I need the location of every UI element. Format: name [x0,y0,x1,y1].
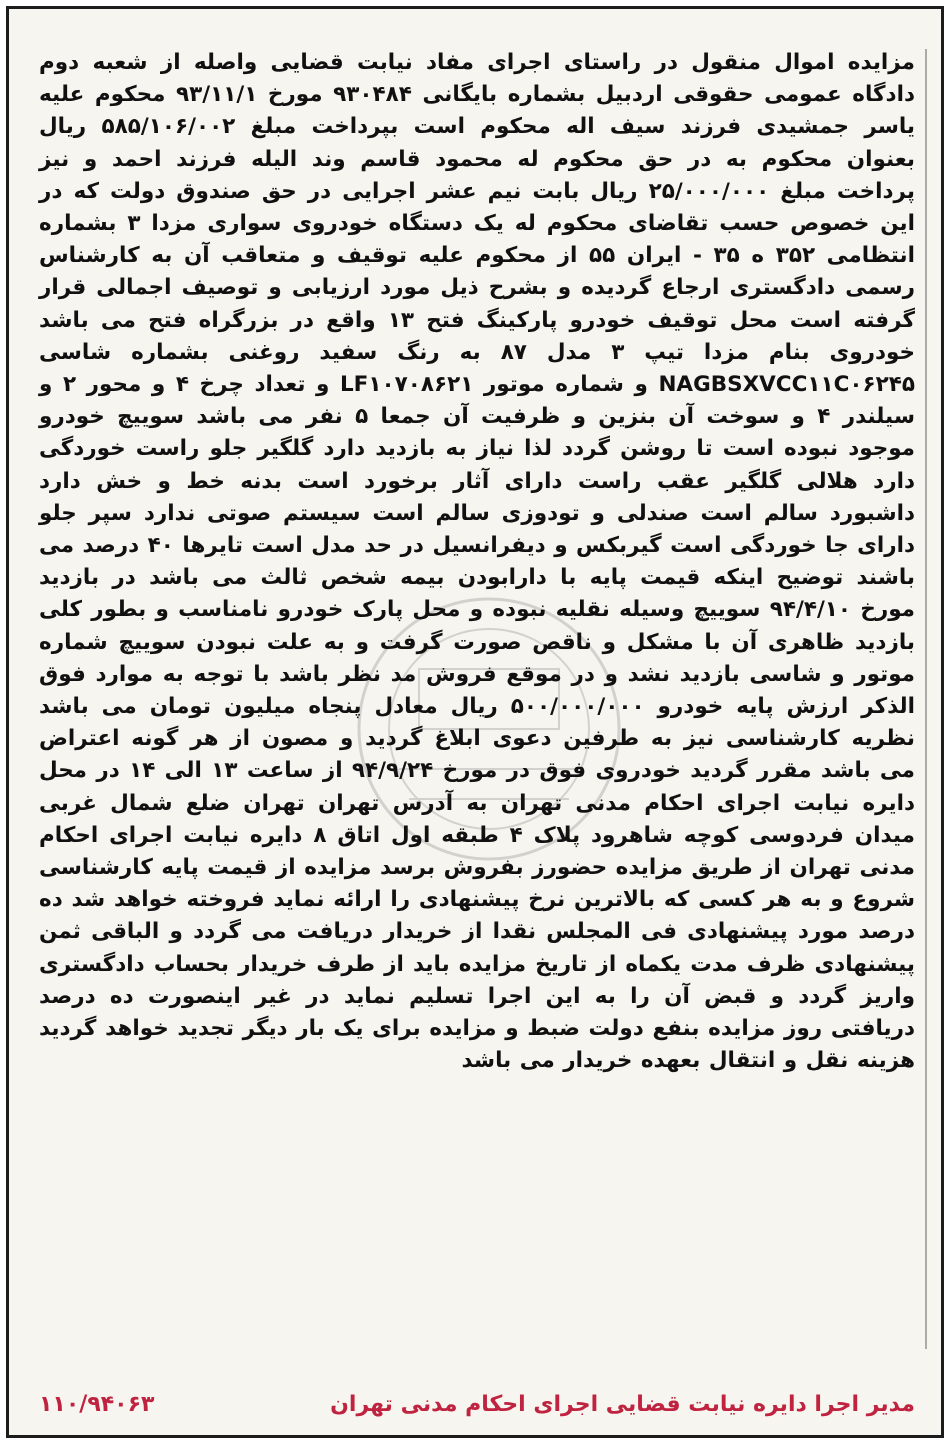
notice-code: ۱۱۰/۹۴۰۶۳ [39,1391,155,1417]
margin-rule [925,49,927,1349]
signature-line: مدیر اجرا دایره نیابت قضایی اجرای احکام مدنی تهران [330,1391,915,1417]
notice-footer [39,1387,915,1421]
notice-page [6,6,944,1438]
auction-notice-text: مزایده اموال منقول در راستای اجرای مفاد نیابت قضایی واصله از شعبه دوم دادگاه عمومی حقوقی اردبیل بشماره بایگانی ۹۳۰۴۸۴ مورخ ۹۳/۱۱/۱ محکوم علیه یاسر جمشیدی فرزند سیف اله محکوم است بپرداخت مبلغ ۵۸۵/۱۰۶/۰۰۲ ریال بعنوان محکوم به در حق محکوم له محمود قاسم وند الیله فرزند احمد و نیز پرداخت مبلغ ۲۵/۰۰۰/۰۰۰ ریال بابت نیم عشر اجرایی در حق صندوق دولت که در این خصوص حسب تقاضای محکوم له یک دستگاه خودروی سواری مزدا ۳ بشماره انتظامی ۳۵۲ ه ۳۵ - ایران ۵۵ از محکوم علیه توقیف و متعاقب آن به کارشناس رسمی دادگستری ارجاع گردیده و بشرح ذیل مورد ارزیابی و توصیف اجمالی قرار گرفته است محل توقیف خودرو پارکینگ فتح ۱۳ واقع در بزرگراه فتح می باشد خودروی بنام مزدا تیپ ۳ مدل ۸۷ به رنگ سفید روغنی بشماره شاسی NAGBSXVCC۱۱C۰۶۲۴۵ و شماره موتور LF۱۰۷۰۸۶۲۱ و تعداد چرخ ۴ و محور ۲ و سیلندر ۴ و سوخت آن بنزین و ظرفیت آن جمعا ۵ نفر می باشد سوییچ خودرو موجود نبوده است تا روشن گردد لذا نیاز به بازدید دارد گلگیر جلو راست خوردگی دارد هلالی گلگیر عقب راست دارای آثار برخورد است بدنه خط و خش دارد داشبورد سالم است صندلی و تودوزی سالم است سیستم صوتی ندارد سپر جلو دارای جا خوردگی است گیربکس و دیفرانسیل در حد مدل است تایرها ۴۰ درصد می باشند توضیح اینکه قیمت پایه با دارابودن بیمه شخص ثالث می باشد در بازدید مورخ ۹۴/۴/۱۰ سوییچ وسیله نقلیه نبوده و محل پارک خودرو نامناسب و بطور کلی بازدید ظاهری آن با مشکل و ناقص صورت گرفت و به علت نبودن سوییچ شماره موتور و شاسی بازدید نشد و در موقع فروش مد نظر باشد با توجه به موارد فوق الذکر ارزش پایه خودرو ۵۰۰/۰۰۰/۰۰۰ ریال معادل پنجاه میلیون تومان می باشد نظریه کارشناسی نیز به طرفین دعوی ابلاغ گردید و مصون از هر گونه اعتراض می باشد مقرر گردید خودروی فوق در مورخ ۹۴/۹/۲۴ از ساعت ۱۳ الی ۱۴ در محل دایره نیابت اجرای احکام مدنی تهران به آدرس تهران تهران ضلع شمال غربی میدان فردوسی کوچه شاهرود پلاک ۴ طبقه اول اتاق ۸ دایره نیابت اجرای احکام مدنی تهران از طریق مزایده حضورز بفروش برسد مزایده از قیمت پایه کارشناسی شروع و به هر کسی که بالاترین نرخ پیشنهادی را ارائه نماید فروخته خواهد شد ده درصد مورد پیشنهادی فی المجلس نقدا از خریدار دریافت می گردد و الباقی ثمن پیشنهادی ظرف مدت یکماه از تاریخ مزایده باید از طرف خریدار بحساب دادگستری واریز گردد و قبض آن را به این اجرا تسلیم نماید در غیر اینصورت ده درصد دریافتی روز مزایده بنفع دولت ضبط و مزایده برای یک بار دیگر تجدید خواهد گردید هزینه نقل و انتقال بعهده خریدار می باشد [39,50,916,1074]
